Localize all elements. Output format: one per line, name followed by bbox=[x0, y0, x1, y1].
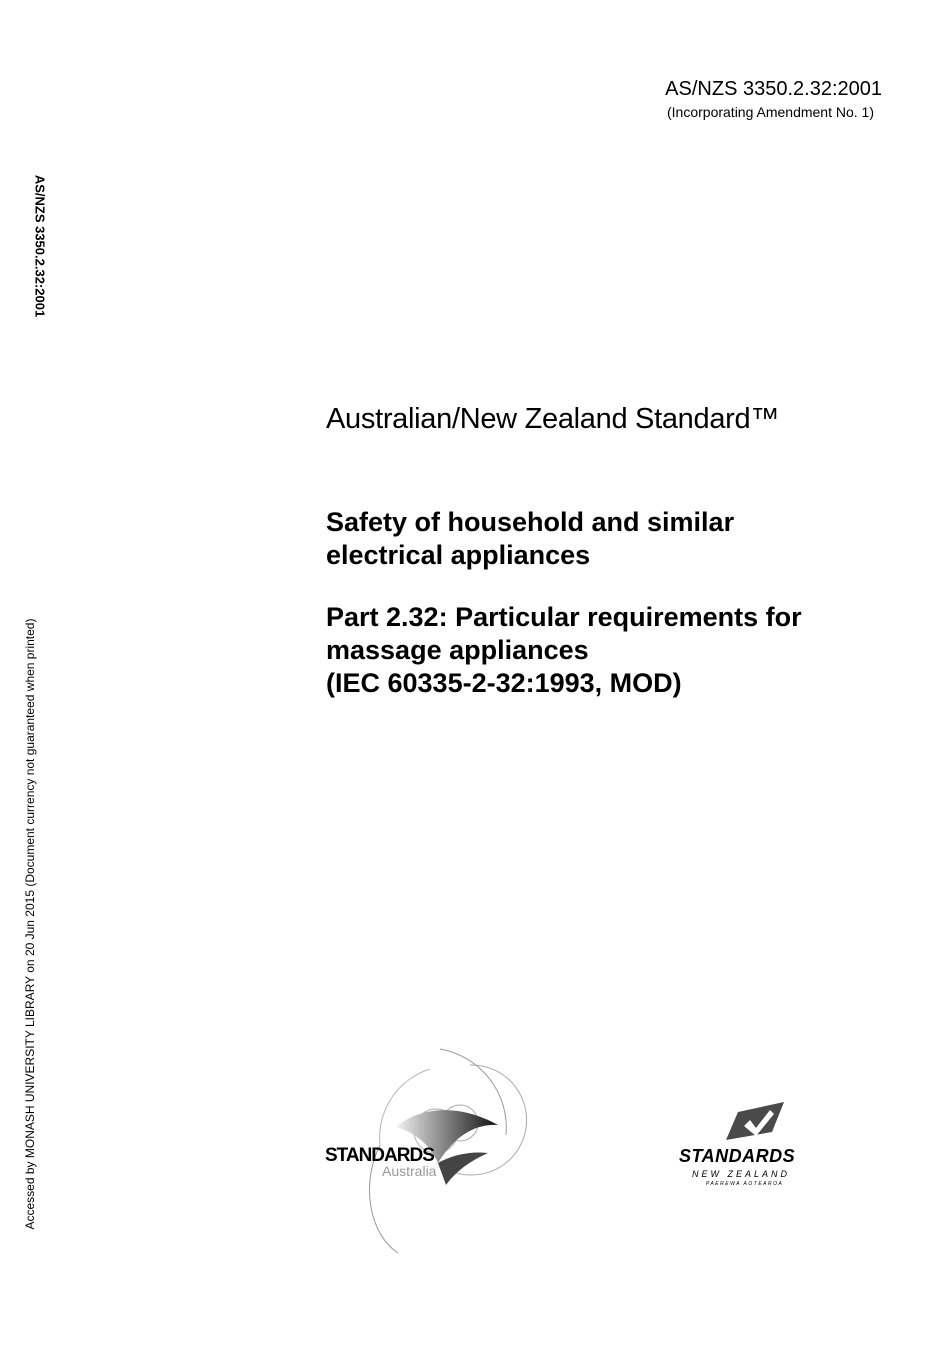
series-title: Australian/New Zealand Standard™ bbox=[326, 403, 780, 435]
standards-australia-logo bbox=[320, 1045, 535, 1260]
amendment-note: (Incorporating Amendment No. 1) bbox=[667, 104, 874, 120]
document-number: AS/NZS 3350.2.32:2001 bbox=[665, 78, 882, 100]
snz-logo-maori-subtitle: PAEREWA AOTEAROA bbox=[706, 1181, 784, 1187]
title-line: electrical appliances bbox=[326, 540, 591, 570]
part-title-line: Part 2.32: Particular requirements for bbox=[326, 602, 802, 632]
snz-logo-subtitle: NEW ZEALAND bbox=[692, 1169, 791, 1179]
access-note: Accessed by MONASH UNIVERSITY LIBRARY on 20 Jun 2015 (Document currency not guaranteed when printed) bbox=[23, 618, 37, 1230]
document-title bbox=[326, 506, 734, 572]
title-line: Safety of household and similar bbox=[326, 507, 735, 537]
spine-document-number: AS/NZS 3350.2.32:2001 bbox=[32, 174, 48, 318]
snz-logo-wordmark: STANDARDS bbox=[679, 1146, 796, 1166]
standards-nz-logo bbox=[676, 1102, 836, 1192]
part-title-line: massage appliances bbox=[326, 635, 589, 665]
part-title-line: (IEC 60335-2-32:1993, MOD) bbox=[326, 668, 682, 698]
part-title bbox=[326, 601, 802, 700]
sa-logo-wordmark: STANDARDS bbox=[325, 1145, 434, 1166]
sa-logo-subtitle: Australia bbox=[382, 1163, 437, 1179]
standards-nz-checkmark-icon bbox=[676, 1102, 836, 1148]
